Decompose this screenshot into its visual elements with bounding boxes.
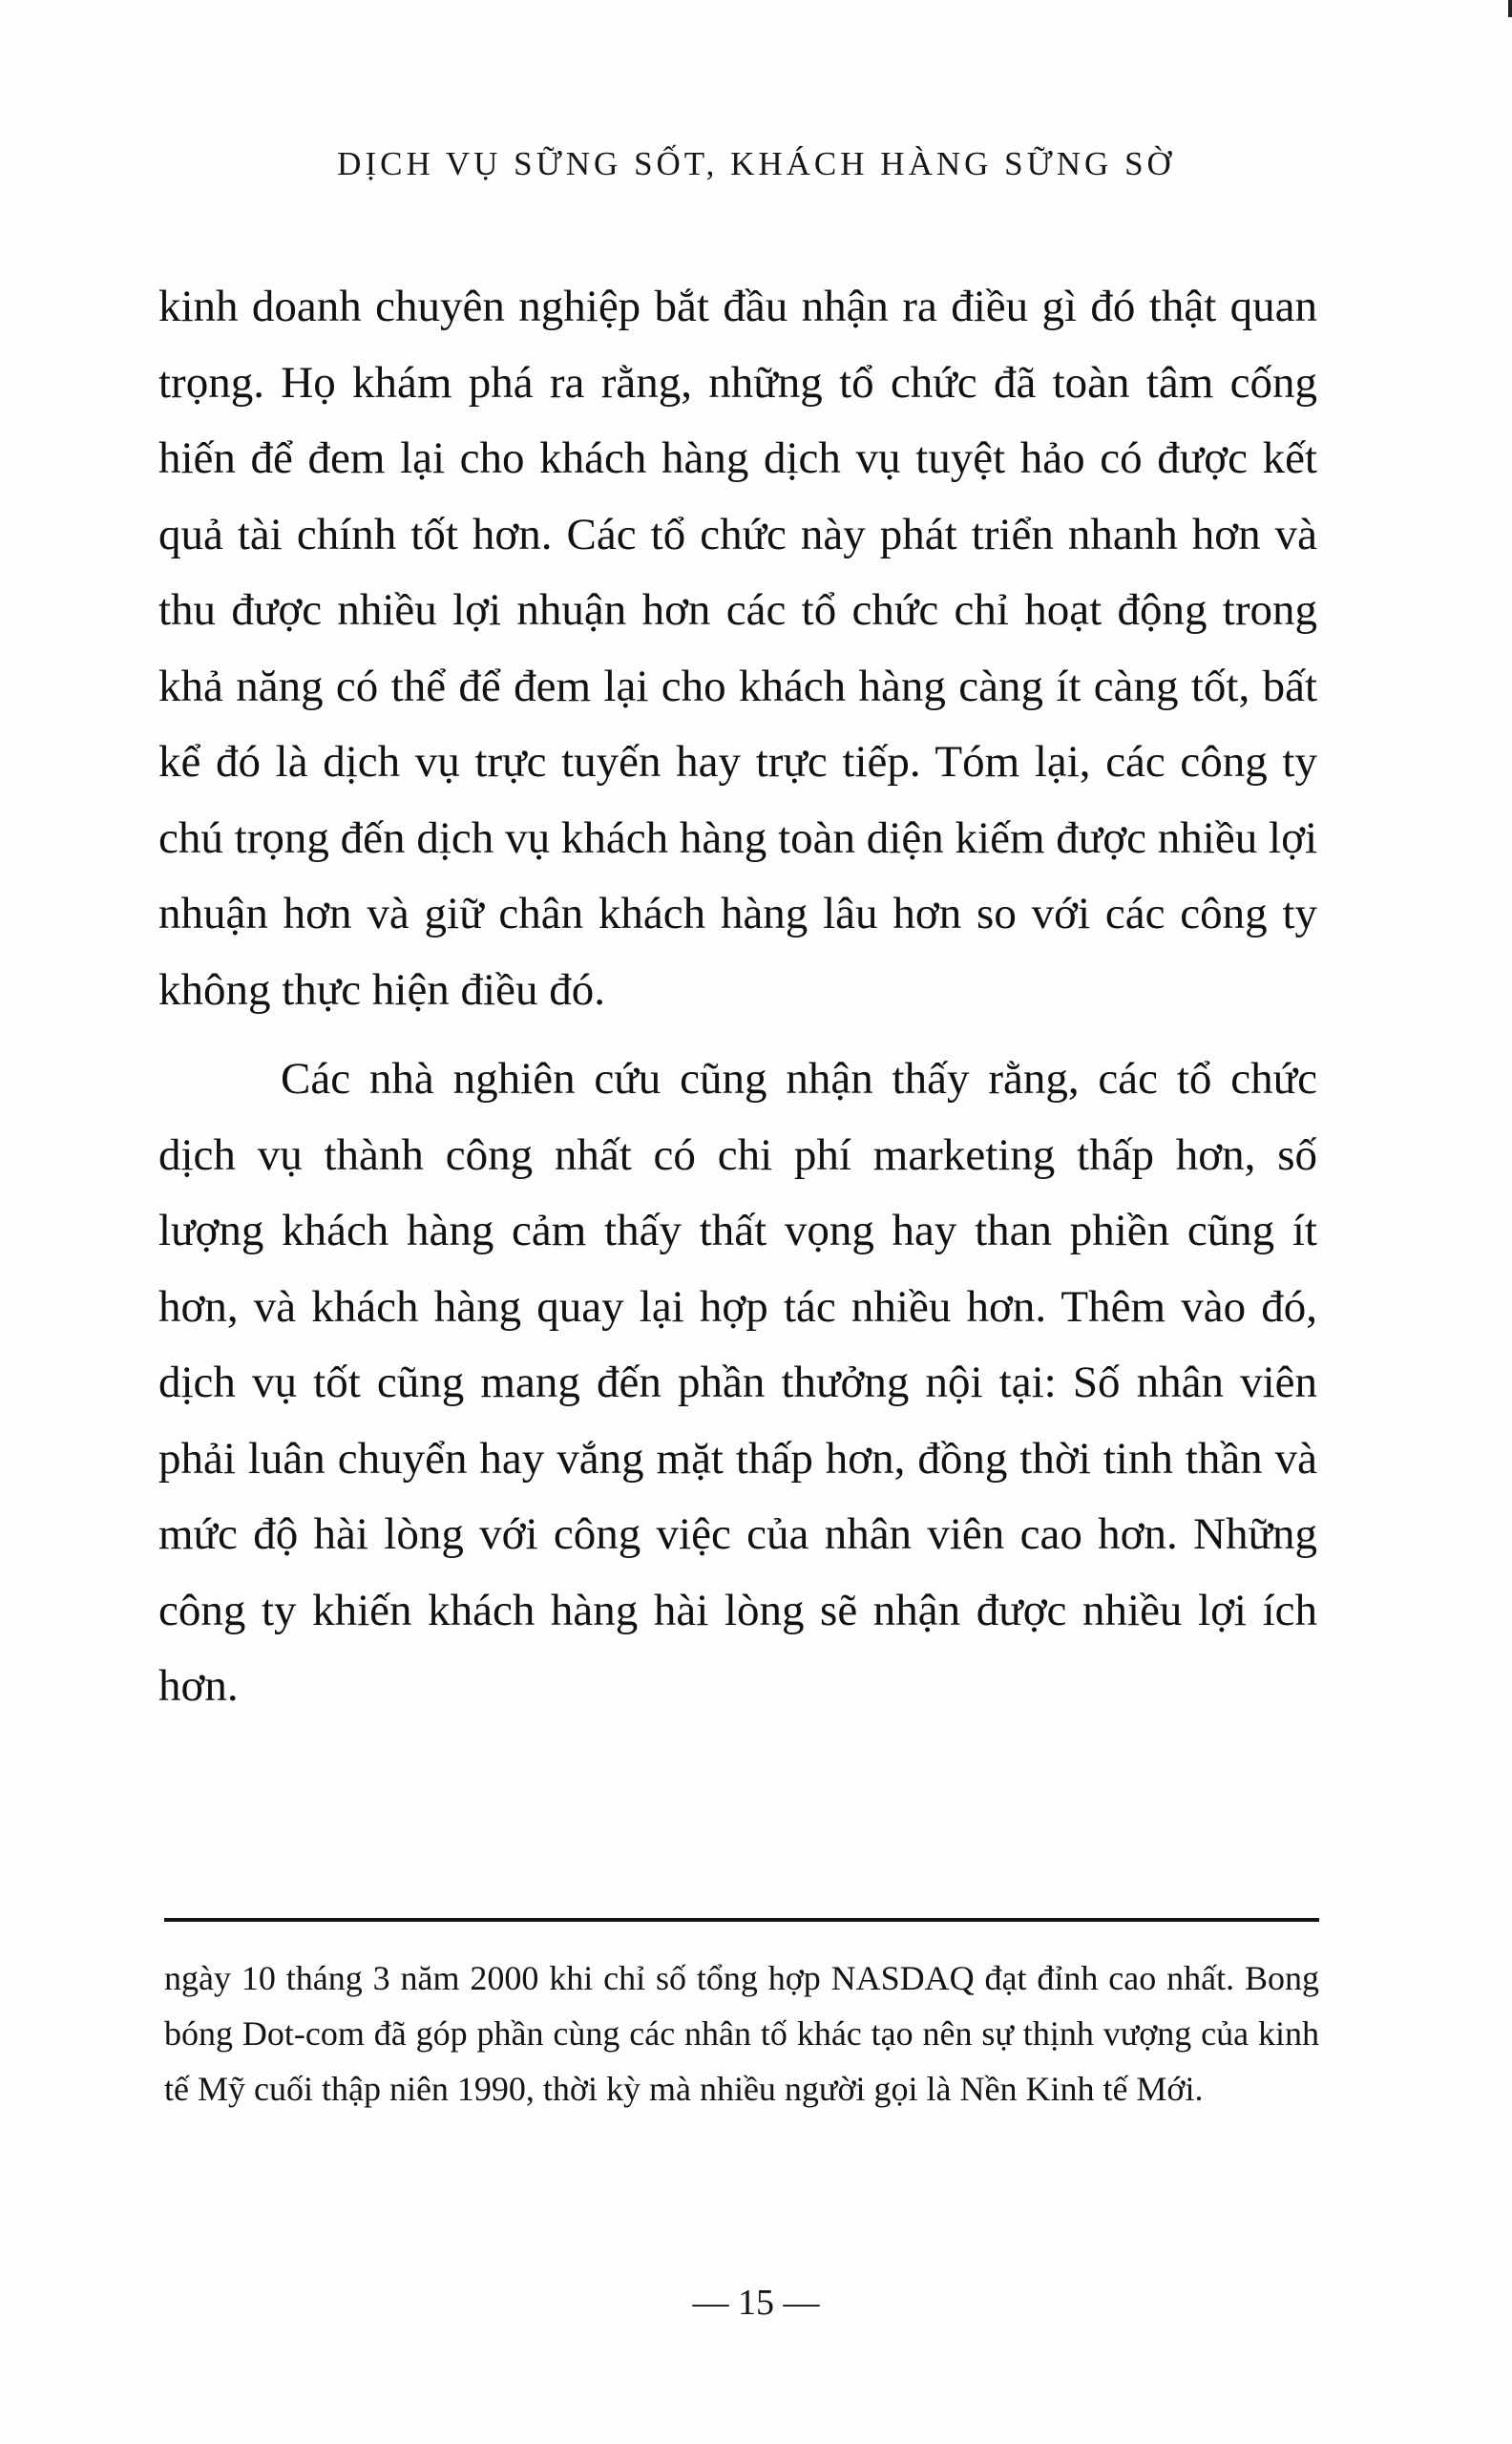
footnote: ngày 10 tháng 3 năm 2000 khi chỉ số tổng hợp NASDAQ đạt đỉnh cao nhất. Bong bóng Dot-com đã góp phần cùng các nhân tố khác tạo nên sự thịnh vượng của kinh tế Mỹ cuối thập niên 1990, thời kỳ mà nhiều người gọi là Nền Kinh tế Mới. <box>164 1959 1319 2108</box>
page-number: — 15 — <box>692 2283 820 2323</box>
paragraph: Các nhà nghiên cứu cũng nhận thấy rằng, các tổ chức dịch vụ thành công nhất có chi phí marketing thấp hơn, số lượng khách hàng cảm thấy thất vọng hay than phiền cũng ít hơn, và khách hàng quay lại hợp tác nhiều hơn. Thêm vào đó, dịch vụ tốt cũng mang đến phần thưởng nội tại: Số nhân viên phải luân chuyển hay vắng mặt thấp hơn, đồng thời tinh thần và mức độ hài lòng với công việc của nhân viên cao hơn. Những công ty khiến khách hàng hài lòng sẽ nhận được nhiều lợi ích hơn. <box>158 1054 1317 1711</box>
footnote-divider <box>164 1918 1319 1922</box>
page-edge-mark <box>1508 0 1512 17</box>
paragraph: kinh doanh chuyên nghiệp bắt đầu nhận ra điều gì đó thật quan trọng. Họ khám phá ra rằng, những tổ chức đã toàn tâm cống hiến để đem lại cho khách hàng dịch vụ tuyệt hảo có được kết quả tài chính tốt hơn. Các tổ chức này phát triển nhanh hơn và thu được nhiều lợi nhuận hơn các tổ chức chỉ hoạt động trong khả năng có thể để đem lại cho khách hàng càng ít càng tốt, bất kể đó là dịch vụ trực tuyến hay trực tiếp. Tóm lại, các công ty chú trọng đến dịch vụ khách hàng toàn diện kiếm được nhiều lợi nhuận hơn và giữ chân khách hàng lâu hơn so với các công ty không thực hiện điều đó. <box>158 282 1317 1015</box>
running-header: DỊCH VỤ SỮNG SỐT, KHÁCH HÀNG SỮNG SỜ <box>337 145 1175 182</box>
body-text <box>158 269 1317 1725</box>
